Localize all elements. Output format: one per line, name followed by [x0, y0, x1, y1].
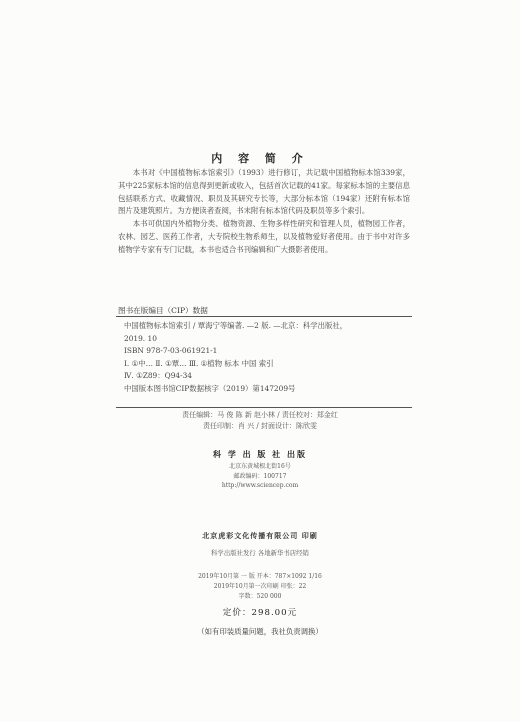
cip-bottom-rule	[116, 407, 412, 408]
cip-line: Ⅰ. ①中… Ⅱ. ①覃… Ⅲ. ①植物 标本 中国 索引	[124, 358, 274, 368]
intro-paragraph: 本书对《中国植物标本馆索引》（1993）进行修订，共记载中国植物标本馆339家，其中225家标本馆的信息得到更新或收入，包括首次记载的41家。每家标本馆的主要信息包括联系方式、收藏情况、职员及其研究专长等，大部分标本馆（194家）还附有标本馆图片及建筑照片。为方便读者查阅，书末附有标本馆代码及职员等多个索引。	[118, 168, 410, 216]
price: 定价：298.00元	[222, 608, 298, 618]
cip-block	[124, 320, 410, 396]
address-line: 邮政编码：100717	[233, 472, 287, 480]
publisher-name: 科 学 出 版 社 出版	[213, 449, 307, 459]
print-specs	[0, 572, 520, 601]
spec-line: 字数：520 000	[238, 592, 282, 600]
content-summary	[118, 167, 410, 257]
quality-notice: （如有印装质量问题，我社负责调换）	[197, 627, 323, 636]
cip-top-rule	[116, 316, 412, 317]
cip-line: Ⅳ. ①Z89：Q94-34	[124, 371, 193, 381]
spec-line: 2019年10月第一次印刷 印张：22	[213, 582, 307, 590]
address-line: 北京东黄城根北街16号	[229, 463, 291, 470]
printer: 北京虎彩文化传播有限公司 印刷	[202, 531, 318, 540]
credit-line: 责任编辑：马 俊 陈 新 赵小林 / 责任校对：郑金红	[182, 411, 338, 419]
content-summary-title: 内 容 简 介	[211, 152, 309, 165]
cip-line: 中国植物标本馆索引 / 覃海宁等编著. —2 版. —北京：科学出版社，	[124, 321, 348, 330]
address-line: http://www.sciencep.com	[221, 482, 299, 490]
publisher-address	[0, 462, 520, 491]
credit-line: 责任印制：肖 兴 / 封面设计：陈欣雯	[202, 422, 318, 430]
intro-paragraph: 本书可供国内外植物分类、植物资源、生物多样性研究和管理人员，植物园工作者，农林、园艺、医药工作者，大专院校生物系师生，以及植物爱好者使用。由于书中对许多植物学专家有专门记载，本书也适合书刊编辑和广大摄影者使用。	[118, 219, 410, 254]
credits	[0, 410, 520, 432]
cip-heading: 图书在版编目（CIP）数据	[118, 306, 208, 315]
spec-line: 2019年10月第 一 版 开本：787×1092 1/16	[198, 573, 322, 580]
cip-line: 2019. 10	[124, 333, 157, 343]
distribution: 科学出版社发行 各地新华书店经销	[211, 549, 309, 557]
cip-line: 中国版本图书馆CIP数据核字（2019）第147209号	[124, 383, 296, 393]
cip-line: ISBN 978-7-03-061921-1	[124, 346, 218, 356]
